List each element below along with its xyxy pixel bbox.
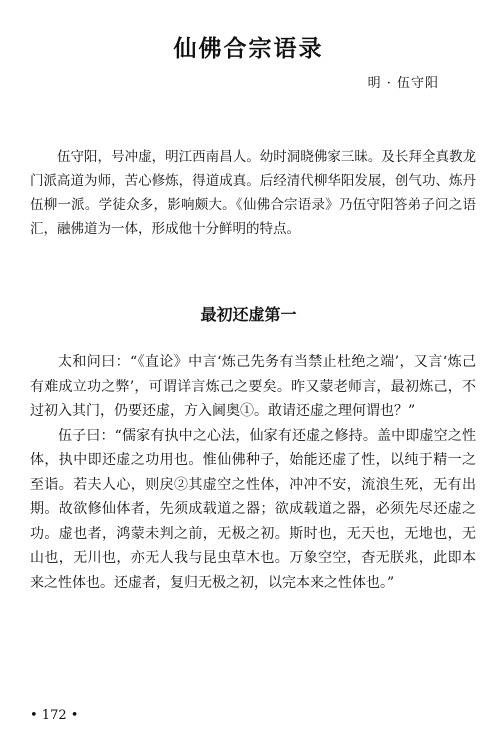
intro-paragraph: 伍守阳，号冲虚，明江西南昌人。幼时洞晓佛家三昧。及长拜全真教龙门派高道为师，苦心修炼，得道成真。后经清代柳华阳发展，创气功、炼丹伍柳一派。学徒众多，影响颇大。《仙佛合宗语录》乃伍守阳答弟子问之语汇，融佛道为一体，形成他十分鲜明的特点。 [30, 149, 476, 237]
section-body [30, 350, 476, 595]
body-paragraph: 伍子曰：“儒家有执中之心法，仙家有还虚之修持。盖中即虚空之性体，执中即还虚之功用也。惟仙佛种子，始能还虚了性，以纯于精一之至诣。若夫人心，则戾②其虚空之性体，冲冲不安，流浪生死，无有出期。故欲修仙体者，先须成载道之器；欲成载道之器，必须先尽还虚之功。虚也者，鸿蒙未判之前，无极之初。斯时也，无天也，无地也，无山也，无川也，亦无人我与昆虫草木也。万象空空，杳无朕兆，此即本来之性体也。还虚者，复归无极之初，以完本来之性体也。” [30, 427, 476, 591]
section-heading: 最初还虚第一 [200, 305, 297, 324]
author-line: 明 · 伍守阳 [367, 76, 439, 91]
page-title: 仙佛合宗语录 [173, 35, 324, 62]
body-paragraph: 太和问曰：“《直论》中言‘炼己先务有当禁止杜绝之端’，又言‘炼己有难成立功之弊’，可谓详言炼己之要矣。昨又蒙老师言，最初炼己，不过初入其门，仍要还虚，方入阃奥①。敢请还虚之理何谓也？” [30, 354, 476, 419]
page-number: • 172 • [30, 708, 79, 723]
